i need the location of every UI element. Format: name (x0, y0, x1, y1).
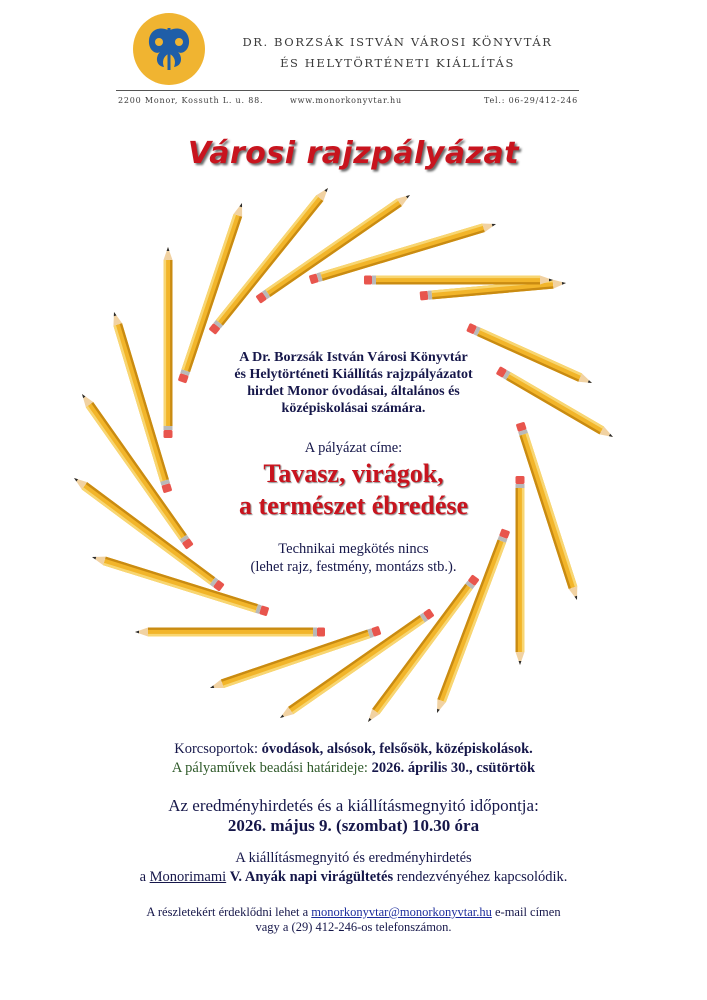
contact-line1 (0, 905, 707, 920)
deadline-label: A pályaművek beadási határideje: (171, 760, 368, 776)
monorimami-link[interactable]: Monorimami (149, 869, 227, 885)
event-name: V. Anyák napi virágültetés (229, 869, 394, 885)
contact-line2: vagy a (29) 412-246-os telefonszámon. (255, 920, 452, 934)
contact-suffix: e-mail címen (494, 905, 561, 919)
intro-text (0, 349, 707, 417)
pencil-icon (364, 276, 553, 285)
website-text: www.monorkonyvtar.hu (290, 96, 402, 105)
age-groups-value: óvodások, alsósok, felsősök, középiskolások. (261, 741, 533, 757)
email-link[interactable]: monorkonyvtar@monorkonyvtar.hu (311, 905, 492, 919)
intro-line: középiskolásai számára. (281, 401, 426, 416)
exhibition-note-line1: A kiállításmegnyitó és eredményhirdetés (235, 850, 472, 866)
page-title: Városi rajzpályázat (187, 136, 520, 171)
library-name-line1: DR. BORZSÁK ISTVÁN VÁROSI KÖNYVTÁR (242, 35, 553, 49)
results-heading: Az eredményhirdetés és a kiállításmegnyitó időpontja: (168, 796, 539, 815)
age-groups-label: Korcsoportok: (174, 741, 258, 757)
results-datetime: 2026. május 9. (szombat) 10.30 óra (227, 816, 480, 835)
deadline-value: 2026. április 30., csütörtök (371, 760, 536, 776)
exhibition-suffix: rendezvényéhez kapcsolódik. (396, 869, 568, 885)
theme-title-line1: Tavasz, virágok, (263, 459, 444, 488)
phone-text: Tel.: 06-29/412-246 (484, 96, 578, 105)
exhibition-prefix: a (139, 869, 147, 885)
technique-note (0, 540, 707, 576)
intro-line: hirdet Monor óvodásai, általános és (247, 384, 460, 399)
pencil-icon (135, 628, 325, 637)
theme-label: A pályázat címe: (304, 440, 403, 456)
technique-line: (lehet rajz, festmény, montázs stb.). (250, 559, 457, 575)
address-text: 2200 Monor, Kossuth L. u. 88. (118, 96, 264, 105)
pencil-icon (309, 220, 498, 285)
intro-line: A Dr. Borzsák István Városi Könyvtár (239, 350, 468, 365)
deadline (0, 760, 707, 777)
contact-prefix: A részletekért érdeklődni lehet a (146, 905, 309, 919)
theme-title-line2: a természet ébredése (238, 491, 469, 520)
library-name-line2: ÉS HELYTÖRTÉNETI KIÁLLÍTÁS (280, 56, 515, 70)
age-groups (0, 741, 707, 758)
intro-line: és Helytörténeti Kiállítás rajzpályázatot (234, 367, 473, 382)
technique-line: Technikai megkötés nincs (278, 541, 429, 557)
exhibition-note-line2 (0, 869, 707, 886)
